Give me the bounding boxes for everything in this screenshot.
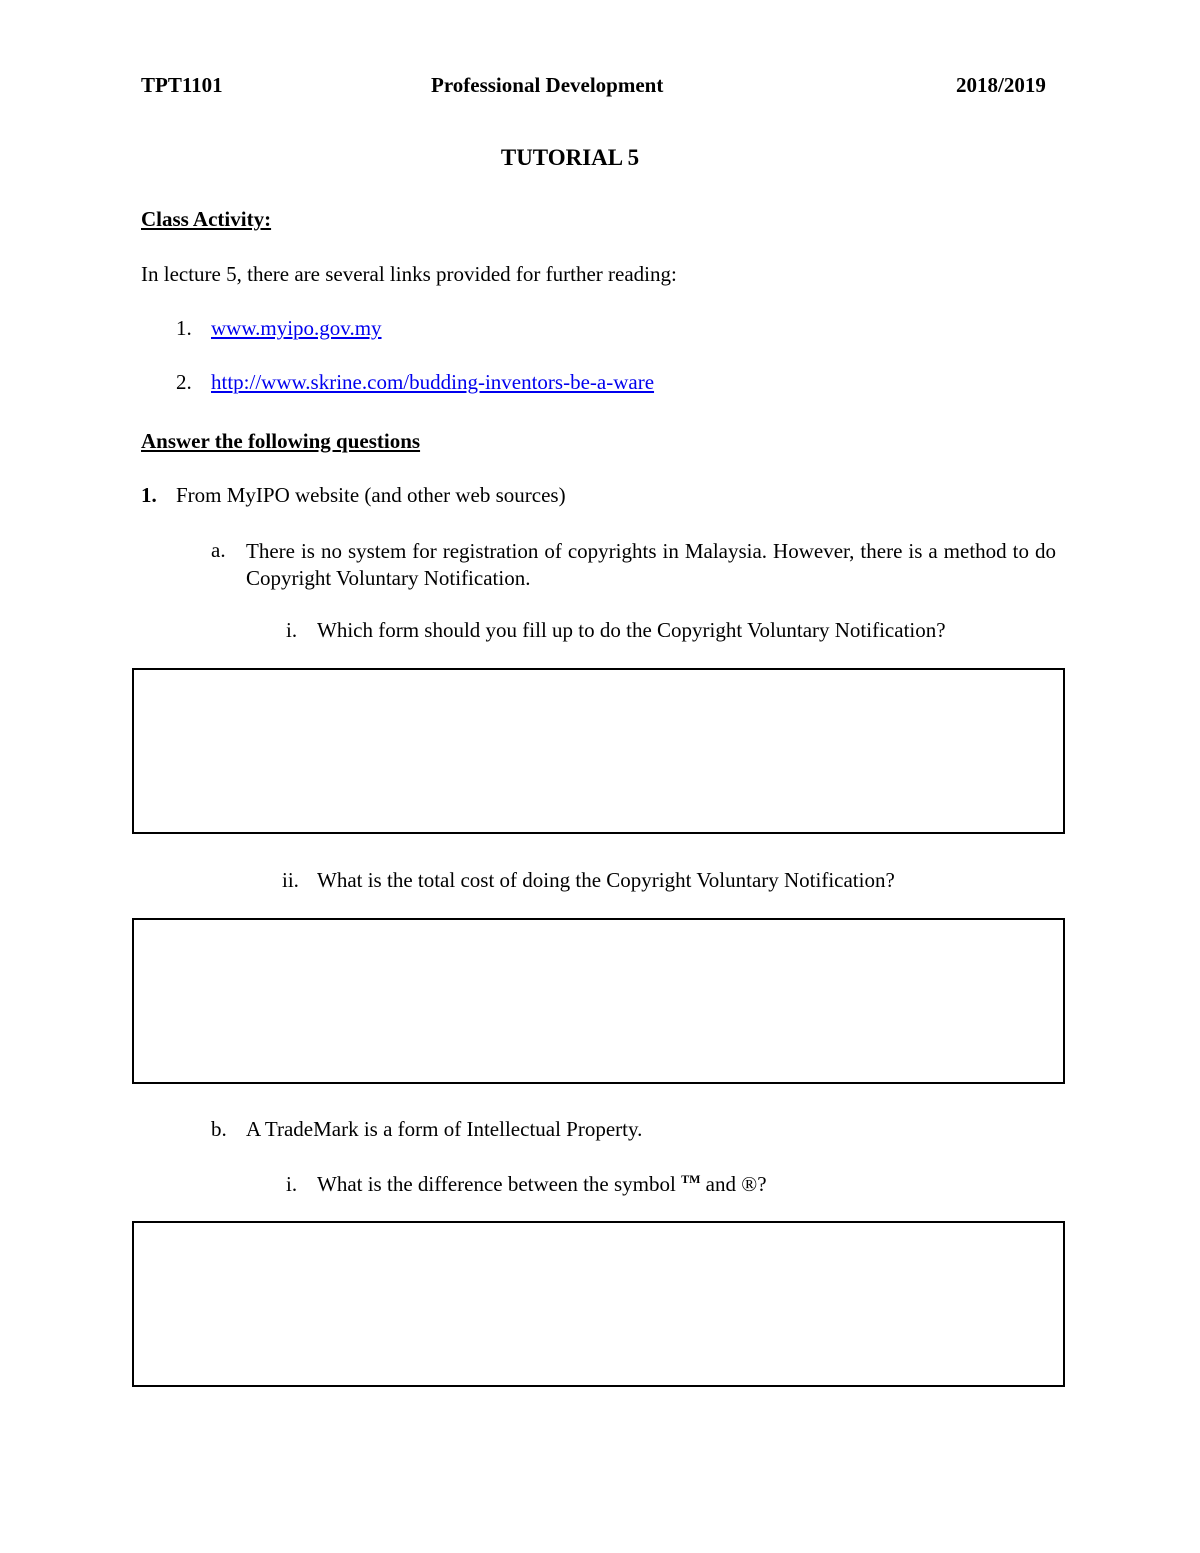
link-number-1: 1. bbox=[176, 316, 192, 340]
question-1b-letter: b. bbox=[211, 1117, 227, 1141]
question-1-number: 1. bbox=[141, 483, 157, 507]
question-1b-i-numeral: i. bbox=[286, 1172, 298, 1196]
session-year: 2018/2019 bbox=[956, 73, 1046, 97]
question-1a-ii-text: What is the total cost of doing the Copyright Voluntary Notification? bbox=[317, 868, 895, 892]
question-1a-i-text: Which form should you fill up to do the Copyright Voluntary Notification? bbox=[317, 618, 946, 642]
registered-symbol: ® bbox=[741, 1172, 758, 1196]
course-code: TPT1101 bbox=[141, 73, 223, 97]
answer-box-1a-i[interactable] bbox=[132, 668, 1065, 834]
question-1b-i-text bbox=[317, 1172, 767, 1197]
question-1a-ii-numeral: ii. bbox=[282, 868, 299, 892]
course-name: Professional Development bbox=[431, 73, 664, 97]
class-activity-heading: Class Activity: bbox=[141, 207, 272, 231]
question-1b-i-text-after: ? bbox=[757, 1172, 767, 1196]
answer-box-1a-ii[interactable] bbox=[132, 918, 1065, 1084]
trademark-symbol: TM bbox=[681, 1172, 701, 1186]
question-1-text: From MyIPO website (and other web sources) bbox=[176, 483, 566, 507]
link-skrine[interactable]: http://www.skrine.com/budding-inventors-be-a-ware bbox=[211, 370, 655, 394]
question-1b-i-text-middle: and bbox=[700, 1172, 742, 1196]
questions-heading: Answer the following questions bbox=[141, 429, 421, 453]
question-1a-text: There is no system for registration of copyrights in Malaysia. However, there is a method to do Copyright Voluntary Notification. bbox=[246, 539, 1056, 590]
link-number-2: 2. bbox=[176, 370, 192, 394]
question-1a-letter: a. bbox=[211, 538, 226, 562]
class-activity-intro: In lecture 5, there are several links provided for further reading: bbox=[141, 262, 677, 286]
link-myipo[interactable]: www.myipo.gov.my bbox=[211, 316, 382, 340]
question-1b-text: A TradeMark is a form of Intellectual Property. bbox=[246, 1117, 643, 1141]
page-title: TUTORIAL 5 bbox=[500, 145, 640, 170]
answer-box-1b-i[interactable] bbox=[132, 1221, 1065, 1387]
question-1a-i-numeral: i. bbox=[286, 618, 298, 642]
question-1b-i-text-before: What is the difference between the symbol bbox=[317, 1172, 682, 1196]
